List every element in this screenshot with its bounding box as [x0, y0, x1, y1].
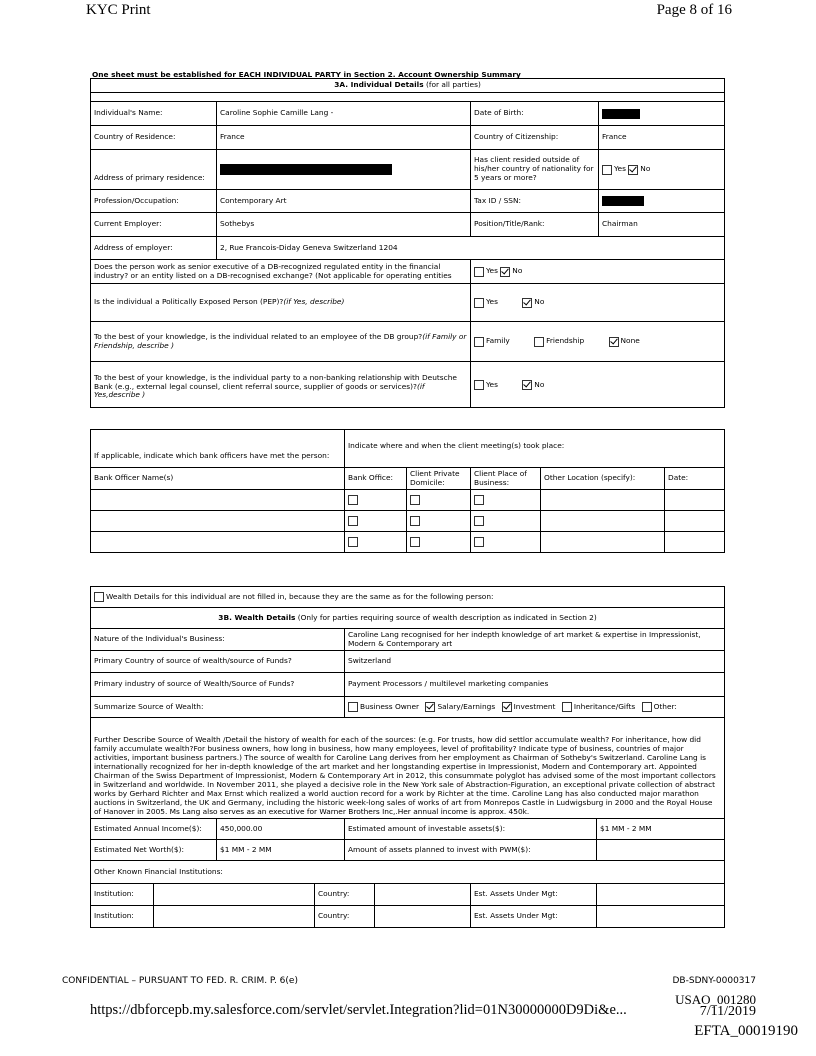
address-label: Address of primary residence:	[91, 150, 217, 190]
col-client-place: Client Place of Business:	[471, 468, 541, 490]
assets-mgt-input[interactable]	[597, 906, 725, 928]
other-fi-label: Other Known Financial Institutions:	[91, 861, 725, 884]
officer-name-input[interactable]	[91, 532, 345, 553]
pep-question: Is the individual a Politically Exposed Person (PEP)?(if Yes, describe)	[91, 284, 471, 322]
country-input[interactable]	[375, 884, 471, 906]
nature-label: Nature of the Individual's Business:	[91, 629, 345, 651]
summarize-label: Summarize Source of Wealth:	[91, 697, 345, 718]
other-location-input[interactable]	[541, 511, 665, 532]
industry-source-value: Payment Processors / multilevel marketing companies	[345, 673, 725, 697]
industry-source-label: Primary industry of source of Wealth/Source of Funds?	[91, 673, 345, 697]
assets-mgt-label: Est. Assets Under Mgt:	[471, 906, 597, 928]
pep-options: Yes No	[471, 284, 725, 322]
further-description: Further Describe Source of Wealth /Detail the history of wealth for each of the sources: (e.g. For trusts, how did settlor accumulate wealth? For inheritance, how did family accumulate wealth?For business owners, how long in business, how many employees, level of profitability? Indicate type of business, countries of major activities, important business partners.) The source of wealth for Caroline Lang derives from her employment as Chairman of Sotheby's Switzerland. Caroline Lang is internationally recognized for her in-depth knowledge of the art market and her longstanding expertise in Impressionist, Modern and Contemporary art. Appointed Chairman of the Swiss Department of Impressionist, Modern & Contemporary Art in 2012, this consummate polyglot has advised some of the most important collectors in Switzerland and worldwide. In November 2011, she played a decisive role in the New York sale of Abstraction-Figuration, an exceptional private collection of abstract works by Gerhard Richter and Max Ernst which realized a world auction record for a work by Richter at the time. Caroline Lang has also conducted major marathon auctions in Switzerland, the UK and Germany, including the historic week-long sales of works of art from Monrepos Castle in Ludwigsburg in 2000 and the Royal House of Hanover in 2005. Ms Lang also serves as an executive for Warner Brothers Inc,.Her annual income is approx. 450k.	[91, 718, 725, 819]
profession-label: Profession/Occupation:	[91, 190, 217, 213]
client-place-checkbox[interactable]	[474, 516, 484, 526]
name-label: Individual's Name:	[91, 102, 217, 126]
col-officer-name: Bank Officer Name(s)	[91, 468, 345, 490]
col-date: Date:	[665, 468, 725, 490]
citizenship-label: Country of Citizenship:	[471, 126, 599, 150]
annual-income-label: Estimated Annual Income($):	[91, 819, 217, 840]
nonbanking-no-checkbox[interactable]	[522, 380, 532, 390]
confidential-notice: CONFIDENTIAL – PURSUANT TO FED. R. CRIM. P. 6(e)	[62, 976, 298, 986]
related-family-checkbox[interactable]	[474, 337, 484, 347]
residence-value: France	[217, 126, 471, 150]
section-3b-title: 3B. Wealth Details (Only for parties requiring source of wealth description as indicated in Section 2)	[91, 608, 725, 629]
redaction-box	[602, 196, 644, 206]
senior-exec-yes-checkbox[interactable]	[474, 267, 484, 277]
other-location-input[interactable]	[541, 532, 665, 553]
table-row	[91, 511, 725, 532]
country-source-value: Switzerland	[345, 651, 725, 673]
senior-exec-question: Does the person work as senior executive of a DB-recognized regulated entity in the financial industry? or an entity listed on a DB-recognised exchange? (Not applicable for operating entities	[91, 260, 471, 284]
investment-checkbox[interactable]	[502, 702, 512, 712]
summarize-options: Business Owner Salary/Earnings Investment Inheritance/Gifts Other:	[345, 697, 725, 718]
date-input[interactable]	[665, 532, 725, 553]
wealth-details-table	[90, 586, 725, 928]
residence-label: Country of Residence:	[91, 126, 217, 150]
col-client-private: Client Private Domicile:	[407, 468, 471, 490]
senior-exec-options: Yes No	[471, 260, 725, 284]
address-value	[217, 150, 471, 190]
institution-input[interactable]	[154, 906, 315, 928]
net-worth-label: Estimated Net Worth($):	[91, 840, 217, 861]
efta-number: EFTA_00019190	[694, 1023, 798, 1039]
citizenship-value: France	[599, 126, 725, 150]
table-row	[91, 906, 725, 928]
same-as-checkbox[interactable]	[94, 592, 104, 602]
client-private-checkbox[interactable]	[410, 537, 420, 547]
assets-mgt-input[interactable]	[597, 884, 725, 906]
nonbanking-question: To the best of your knowledge, is the individual party to a non-banking relationship with Deutsche Bank (e.g., external legal counsel, client referral source, supplier of goods or services)?(if Yes,describe )	[91, 362, 471, 408]
officers-label: If applicable, indicate which bank officers have met the person:	[91, 430, 345, 468]
nonbanking-options: Yes No	[471, 362, 725, 408]
employer-address-label: Address of employer:	[91, 237, 217, 260]
resided-no-checkbox[interactable]	[628, 165, 638, 175]
position-label: Position/Title/Rank:	[471, 213, 599, 237]
page-number: Page 8 of 16	[656, 2, 732, 18]
profession-value: Contemporary Art	[217, 190, 471, 213]
country-source-label: Primary Country of source of wealth/source of Funds?	[91, 651, 345, 673]
col-bank-office: Bank Office:	[345, 468, 407, 490]
pep-no-checkbox[interactable]	[522, 298, 532, 308]
dob-label: Date of Birth:	[471, 102, 599, 126]
related-options: Family Friendship None	[471, 322, 725, 362]
annual-income-value: 450,000.00	[217, 819, 345, 840]
employer-label: Current Employer:	[91, 213, 217, 237]
section-3a-title: 3A. Individual Details (for all parties)	[91, 79, 725, 93]
institution-label: Institution:	[91, 884, 154, 906]
resided-outside-label: Has client resided outside of his/her country of nationality for 5 years or more?	[471, 150, 599, 190]
table-row	[91, 532, 725, 553]
name-value: Caroline Sophie Camille Lang -	[217, 102, 471, 126]
institution-label: Institution:	[91, 906, 154, 928]
investable-value: $1 MM - 2 MM	[597, 819, 725, 840]
resided-outside-options: Yes No	[599, 150, 725, 190]
investable-label: Estimated amount of investable assets($):	[345, 819, 597, 840]
bank-office-checkbox[interactable]	[348, 495, 358, 505]
client-place-checkbox[interactable]	[474, 537, 484, 547]
intro-note: One sheet must be established for EACH INDIVIDUAL PARTY in Section 2. Account Ownership Summary	[92, 70, 521, 79]
client-private-checkbox[interactable]	[410, 516, 420, 526]
officer-name-input[interactable]	[91, 490, 345, 511]
country-label: Country:	[315, 906, 375, 928]
bank-office-checkbox[interactable]	[348, 537, 358, 547]
same-as-row: Wealth Details for this individual are not filled in, because they are the same as for the following person:	[91, 587, 725, 608]
client-private-checkbox[interactable]	[410, 495, 420, 505]
table-row	[91, 490, 725, 511]
business-owner-checkbox[interactable]	[348, 702, 358, 712]
client-place-checkbox[interactable]	[474, 495, 484, 505]
officer-name-input[interactable]	[91, 511, 345, 532]
institution-input[interactable]	[154, 884, 315, 906]
resided-yes-checkbox[interactable]	[602, 165, 612, 175]
redaction-box	[220, 164, 392, 175]
print-title: KYC Print	[86, 2, 151, 18]
planned-value[interactable]	[597, 840, 725, 861]
related-none-checkbox[interactable]	[609, 337, 619, 347]
country-input[interactable]	[375, 906, 471, 928]
nonbanking-yes-checkbox[interactable]	[474, 380, 484, 390]
bates-number: DB-SDNY-0000317	[672, 976, 756, 986]
col-other-location: Other Location (specify):	[541, 468, 665, 490]
pep-yes-checkbox[interactable]	[474, 298, 484, 308]
salary-earnings-checkbox[interactable]	[425, 702, 435, 712]
planned-label: Amount of assets planned to invest with PWM($):	[345, 840, 597, 861]
assets-mgt-label: Est. Assets Under Mgt:	[471, 884, 597, 906]
dob-value	[599, 102, 725, 126]
source-url: https://dbforcepb.my.salesforce.com/servlet/servlet.Integration?lid=01N30000000D9Di&e...	[90, 1002, 627, 1018]
taxid-label: Tax ID / SSN:	[471, 190, 599, 213]
bank-office-checkbox[interactable]	[348, 516, 358, 526]
individual-details-table	[90, 78, 725, 553]
usao-number: USAO_001280	[675, 992, 756, 1007]
inheritance-checkbox[interactable]	[562, 702, 572, 712]
country-label: Country:	[315, 884, 375, 906]
table-row	[91, 884, 725, 906]
nature-value: Caroline Lang recognised for her indepth knowledge of art market & expertise in Impressionist, Modern & Contemporary art	[345, 629, 725, 651]
date-input[interactable]	[665, 511, 725, 532]
employer-address-value: 2, Rue Francois-Diday Geneva Switzerland 1204	[217, 237, 725, 260]
employer-value: Sothebys	[217, 213, 471, 237]
print-date: 7/11/2019	[699, 1004, 756, 1019]
net-worth-value: $1 MM - 2 MM	[217, 840, 345, 861]
date-input[interactable]	[665, 490, 725, 511]
taxid-value	[599, 190, 725, 213]
other-source-checkbox[interactable]	[642, 702, 652, 712]
redaction-box	[602, 109, 640, 119]
related-question: To the best of your knowledge, is the individual related to an employee of the DB group?(if Family or Friendship, describe )	[91, 322, 471, 362]
meeting-label: Indicate where and when the client meeting(s) took place:	[345, 430, 725, 468]
senior-exec-no-checkbox[interactable]	[500, 267, 510, 277]
position-value: Chairman	[599, 213, 725, 237]
other-location-input[interactable]	[541, 490, 665, 511]
related-friendship-checkbox[interactable]	[534, 337, 544, 347]
